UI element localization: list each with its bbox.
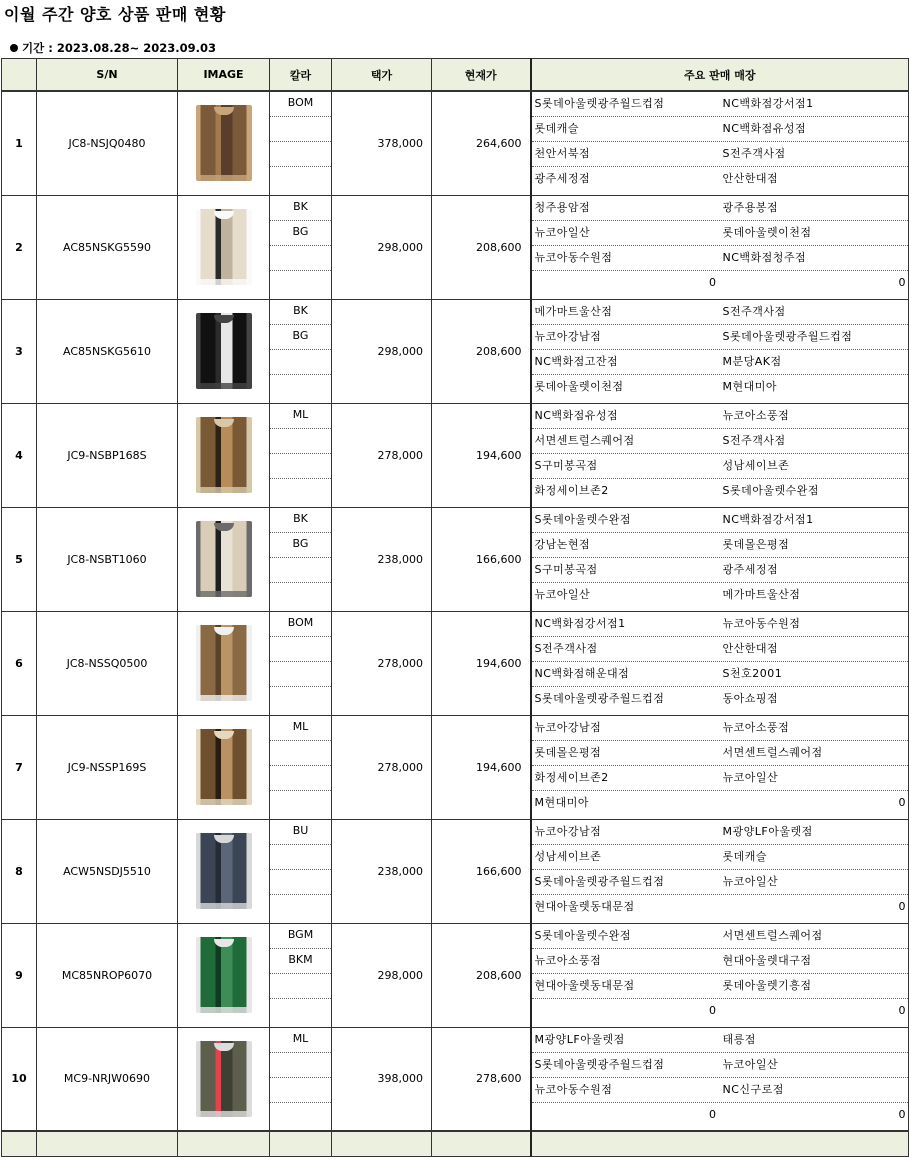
olive-jacket-photo xyxy=(196,1041,252,1117)
color-cell xyxy=(270,375,331,400)
color-cell xyxy=(270,687,331,712)
color-cell-group xyxy=(270,91,332,195)
leopard-skirt-photo xyxy=(196,729,252,805)
store-line xyxy=(532,716,909,741)
tag-price: 298,000 xyxy=(332,299,432,403)
store-name: 0 xyxy=(898,275,906,289)
color-cell xyxy=(270,766,331,791)
stores-cell xyxy=(531,923,909,1027)
pleated-skirt-photo xyxy=(196,625,252,701)
store-name: 롯데캐슬 xyxy=(722,849,768,863)
leopard-blouse-photo xyxy=(196,417,252,493)
color-cell: BOM xyxy=(270,612,331,637)
tag-price: 238,000 xyxy=(332,819,432,923)
color-cell xyxy=(270,1103,331,1128)
store-line xyxy=(532,558,909,583)
store-name: S전주객사점 xyxy=(534,641,598,655)
stores-cell xyxy=(531,299,909,403)
store-name: S롯데아울렛수완점 xyxy=(534,512,631,526)
store-name: 0 xyxy=(898,1003,906,1017)
tag-price: 238,000 xyxy=(332,507,432,611)
stores-cell xyxy=(531,507,909,611)
black-cardigan-photo xyxy=(196,313,252,389)
tag-price: 378,000 xyxy=(332,91,432,195)
store-name: 성남세이브존 xyxy=(722,458,790,472)
store-name: 뉴코아강남점 xyxy=(534,824,602,838)
store-name: 화정세이브존2 xyxy=(534,483,609,497)
color-cell xyxy=(270,246,331,271)
store-name: 롯데캐슬 xyxy=(534,122,580,135)
row-index: 8 xyxy=(2,819,37,923)
header-stores: 주요 판매 매장 xyxy=(531,59,909,92)
header-current-price: 현재가 xyxy=(432,59,531,92)
store-name: 뉴코아일산 xyxy=(722,770,779,784)
store-name: 뉴코아일산 xyxy=(722,1057,779,1071)
store-name: S롯데아울렛광주월드컵점 xyxy=(534,874,665,888)
store-line xyxy=(532,895,909,920)
product-image-cell xyxy=(178,715,270,819)
store-name: M광양LF아울렛점 xyxy=(722,824,813,838)
store-name: 성남세이브존 xyxy=(534,849,602,863)
color-cell-group xyxy=(270,299,332,403)
store-name: 뉴코아일산 xyxy=(534,225,591,239)
store-line xyxy=(532,92,909,117)
store-name: 화정세이브존2 xyxy=(534,770,609,784)
color-cell: BG xyxy=(270,221,331,246)
store-line xyxy=(532,1078,909,1103)
store-name: 광주세정점 xyxy=(722,562,779,576)
color-cell xyxy=(270,350,331,375)
store-line xyxy=(532,687,909,712)
row-index: 4 xyxy=(2,403,37,507)
store-line xyxy=(532,612,909,637)
store-name: 뉴코아소풍점 xyxy=(534,953,602,967)
store-name: 0 xyxy=(898,899,906,913)
store-name: 뉴코아일산 xyxy=(534,587,591,601)
table-row xyxy=(2,923,909,1027)
store-name: 뉴코아일산 xyxy=(722,874,779,888)
store-name: NC신구로점 xyxy=(722,1082,784,1096)
stores-cell xyxy=(531,715,909,819)
period-text: 기간 : 2023.08.28~ 2023.09.03 xyxy=(22,41,216,55)
store-name: 태릉점 xyxy=(722,1032,756,1046)
store-name: S롯데아울렛수완점 xyxy=(534,928,631,942)
product-image-cell xyxy=(178,507,270,611)
store-name: 0 xyxy=(709,1107,717,1121)
store-name: 현대아울렛동대문점 xyxy=(534,899,635,913)
current-price: 278,600 xyxy=(432,1027,531,1131)
color-cell-group xyxy=(270,611,332,715)
store-name: 0 xyxy=(709,1003,717,1017)
color-cell xyxy=(270,558,331,583)
store-name: 뉴코아동수원점 xyxy=(722,616,801,630)
color-cell xyxy=(270,454,331,479)
color-cell xyxy=(270,479,331,504)
color-cell xyxy=(270,117,331,142)
color-cell: BK xyxy=(270,300,331,325)
product-sn: MC9-NRJW0690 xyxy=(37,1027,178,1131)
store-name: 천안서북점 xyxy=(534,147,591,160)
store-line xyxy=(532,404,909,429)
store-name: 0 xyxy=(898,1107,906,1121)
color-cell xyxy=(270,845,331,870)
stores-cell xyxy=(531,403,909,507)
color-cell-group xyxy=(270,403,332,507)
product-sn: AC85NSKG5590 xyxy=(37,195,178,299)
store-name: 강남논현점 xyxy=(534,537,591,551)
stores-cell xyxy=(531,195,909,299)
store-line xyxy=(532,845,909,870)
tag-price: 278,000 xyxy=(332,611,432,715)
header-color: 칼라 xyxy=(270,59,332,92)
store-name: 광주세정점 xyxy=(534,172,591,185)
product-sn: JC8-NSSQ0500 xyxy=(37,611,178,715)
stores-cell xyxy=(531,91,909,195)
store-line xyxy=(532,583,909,608)
store-line xyxy=(532,300,909,325)
color-cell: BU xyxy=(270,820,331,845)
store-line xyxy=(532,533,909,558)
store-name: M현대미아 xyxy=(534,795,589,809)
store-line xyxy=(532,350,909,375)
stores-cell xyxy=(531,611,909,715)
row-index: 1 xyxy=(2,91,37,195)
product-sn: MC85NROP6070 xyxy=(37,923,178,1027)
table-row xyxy=(2,91,909,195)
store-line xyxy=(532,974,909,999)
report-title: 이월 주간 양호 상품 판매 현황 xyxy=(4,5,226,24)
color-cell xyxy=(270,429,331,454)
row-index: 10 xyxy=(2,1027,37,1131)
product-image-cell xyxy=(178,195,270,299)
store-name: 동아쇼핑점 xyxy=(722,691,779,705)
product-image-cell xyxy=(178,819,270,923)
store-line xyxy=(532,1028,909,1053)
store-name: 서면센트럴스퀘어점 xyxy=(722,745,823,759)
color-cell xyxy=(270,791,331,816)
store-name: 뉴코아소풍점 xyxy=(722,408,790,422)
store-line xyxy=(532,117,909,142)
product-sn: JC8-NSBT1060 xyxy=(37,507,178,611)
color-cell: BG xyxy=(270,533,331,558)
store-name: S롯데아울렛수완점 xyxy=(722,483,819,497)
row-index: 6 xyxy=(2,611,37,715)
color-cell xyxy=(270,583,331,608)
current-price: 264,600 xyxy=(432,91,531,195)
tag-price: 398,000 xyxy=(332,1027,432,1131)
store-name: S구미봉곡점 xyxy=(534,562,598,576)
color-cell: BGM xyxy=(270,924,331,949)
color-cell xyxy=(270,999,331,1024)
color-cell xyxy=(270,741,331,766)
store-line xyxy=(532,167,909,192)
color-cell-group xyxy=(270,819,332,923)
period-line xyxy=(10,40,216,56)
color-cell-group xyxy=(270,923,332,1027)
header-index xyxy=(2,59,37,92)
store-name: 뉴코아강남점 xyxy=(534,329,602,343)
color-cell xyxy=(270,142,331,167)
row-index: 2 xyxy=(2,195,37,299)
store-name: S천호2001 xyxy=(722,666,783,680)
table-row xyxy=(2,299,909,403)
store-name: NC백화점강서점1 xyxy=(534,616,626,630)
store-line xyxy=(532,766,909,791)
store-name: 안산한대점 xyxy=(722,172,779,185)
color-cell xyxy=(270,1078,331,1103)
table-row xyxy=(2,195,909,299)
color-cell: ML xyxy=(270,716,331,741)
denim-jacket-photo xyxy=(196,833,252,909)
color-cell: BOM xyxy=(270,92,331,117)
knit-cardigan-photo xyxy=(196,209,252,285)
color-cell: ML xyxy=(270,404,331,429)
store-name: M광양LF아울렛점 xyxy=(534,1032,625,1046)
store-name: 뉴코아동수원점 xyxy=(534,1082,613,1096)
store-name: 현대아울렛대구점 xyxy=(722,953,812,967)
product-sn: JC9-NSSP169S xyxy=(37,715,178,819)
store-name: 롯데몰은평점 xyxy=(534,745,602,759)
header-tag-price: 택가 xyxy=(332,59,432,92)
store-line xyxy=(532,454,909,479)
store-line xyxy=(532,791,909,816)
store-name: S롯데아울렛광주월드컵점 xyxy=(722,329,853,343)
store-line xyxy=(532,820,909,845)
tag-price: 298,000 xyxy=(332,923,432,1027)
table-row xyxy=(2,1027,909,1131)
tag-price: 278,000 xyxy=(332,715,432,819)
table-row xyxy=(2,611,909,715)
store-line xyxy=(532,949,909,974)
store-line xyxy=(532,142,909,167)
stores-cell xyxy=(531,819,909,923)
store-name: S롯데아울렛광주월드컵점 xyxy=(534,691,665,705)
table-row xyxy=(2,507,909,611)
store-line xyxy=(532,196,909,221)
product-image-cell xyxy=(178,299,270,403)
store-name: S롯데아울렛광주월드컵점 xyxy=(534,1057,665,1071)
table-row xyxy=(2,819,909,923)
store-name: 롯데아울렛이천점 xyxy=(722,225,812,239)
current-price: 208,600 xyxy=(432,195,531,299)
store-name: M현대미아 xyxy=(722,379,777,393)
sales-table xyxy=(1,58,909,1157)
product-sn: ACW5NSDJ5510 xyxy=(37,819,178,923)
store-name: NC백화점유성점 xyxy=(722,122,807,135)
table-row xyxy=(2,715,909,819)
store-name: S롯데아울렛광주월드컵점 xyxy=(534,97,665,110)
color-cell: BG xyxy=(270,325,331,350)
store-name: NC백화점해운대점 xyxy=(534,666,630,680)
color-cell xyxy=(270,974,331,999)
store-name: S전주객사점 xyxy=(722,433,786,447)
store-name: 뉴코아강남점 xyxy=(534,720,602,734)
store-name: 광주용봉점 xyxy=(722,200,779,214)
store-line xyxy=(532,1103,909,1128)
store-name: 서면센트럴스퀘어점 xyxy=(722,928,823,942)
store-name: 메가마트울산점 xyxy=(534,304,613,318)
store-name: 뉴코아소풍점 xyxy=(722,720,790,734)
product-sn: JC8-NSJQ0480 xyxy=(37,91,178,195)
current-price: 194,600 xyxy=(432,715,531,819)
color-cell-group xyxy=(270,1027,332,1131)
store-line xyxy=(532,246,909,271)
plaid-jacket-photo xyxy=(196,105,252,181)
tag-price: 298,000 xyxy=(332,195,432,299)
color-cell: BK xyxy=(270,508,331,533)
store-line xyxy=(532,508,909,533)
store-line xyxy=(532,924,909,949)
store-name: 현대아울렛동대문점 xyxy=(534,978,635,992)
color-cell: BKM xyxy=(270,949,331,974)
store-name: S전주객사점 xyxy=(722,147,786,160)
store-name: S전주객사점 xyxy=(722,304,786,318)
store-name: 청주용암점 xyxy=(534,200,591,214)
store-line xyxy=(532,999,909,1024)
product-sn: JC9-NSBP168S xyxy=(37,403,178,507)
store-name: M분당AK점 xyxy=(722,354,782,368)
tag-price: 278,000 xyxy=(332,403,432,507)
store-line xyxy=(532,637,909,662)
store-name: 서면센트럴스퀘어점 xyxy=(534,433,635,447)
store-name: NC백화점고잔점 xyxy=(534,354,619,368)
store-name: NC백화점강서점1 xyxy=(722,97,814,110)
store-name: 롯데몰은평점 xyxy=(722,537,790,551)
store-name: 롯데아울렛기흥점 xyxy=(722,978,812,992)
color-cell xyxy=(270,167,331,192)
color-cell: ML xyxy=(270,1028,331,1053)
product-image-cell xyxy=(178,91,270,195)
green-dress-photo xyxy=(196,937,252,1013)
store-name: NC백화점강서점1 xyxy=(722,512,814,526)
store-name: 롯데아울렛이천점 xyxy=(534,379,624,393)
store-name: 0 xyxy=(709,275,717,289)
footer-row xyxy=(2,1131,909,1157)
current-price: 194,600 xyxy=(432,403,531,507)
store-line xyxy=(532,221,909,246)
color-cell-group xyxy=(270,195,332,299)
store-line xyxy=(532,662,909,687)
color-cell xyxy=(270,870,331,895)
store-line xyxy=(532,870,909,895)
shirt-jacket-photo xyxy=(196,521,252,597)
current-price: 208,600 xyxy=(432,299,531,403)
product-image-cell xyxy=(178,403,270,507)
product-image-cell xyxy=(178,1027,270,1131)
current-price: 194,600 xyxy=(432,611,531,715)
current-price: 166,600 xyxy=(432,819,531,923)
color-cell-group xyxy=(270,715,332,819)
bullet-icon xyxy=(10,44,18,52)
store-name: NC백화점청주점 xyxy=(722,250,807,264)
store-name: 뉴코아동수원점 xyxy=(534,250,613,264)
store-line xyxy=(532,375,909,400)
color-cell xyxy=(270,637,331,662)
store-line xyxy=(532,271,909,296)
row-index: 7 xyxy=(2,715,37,819)
product-sn: AC85NSKG5610 xyxy=(37,299,178,403)
product-image-cell xyxy=(178,923,270,1027)
color-cell xyxy=(270,271,331,296)
row-index: 9 xyxy=(2,923,37,1027)
color-cell xyxy=(270,662,331,687)
row-index: 3 xyxy=(2,299,37,403)
color-cell: BK xyxy=(270,196,331,221)
product-image-cell xyxy=(178,611,270,715)
store-line xyxy=(532,325,909,350)
header-row xyxy=(2,59,909,92)
table-row xyxy=(2,403,909,507)
store-name: S구미봉곡점 xyxy=(534,458,598,472)
stores-cell xyxy=(531,1027,909,1131)
color-cell-group xyxy=(270,507,332,611)
store-line xyxy=(532,479,909,504)
store-line xyxy=(532,1053,909,1078)
header-image: IMAGE xyxy=(178,59,270,92)
store-line xyxy=(532,741,909,766)
color-cell xyxy=(270,895,331,920)
store-name: 안산한대점 xyxy=(722,641,779,655)
color-cell xyxy=(270,1053,331,1078)
row-index: 5 xyxy=(2,507,37,611)
store-name: 0 xyxy=(898,795,906,809)
store-line xyxy=(532,429,909,454)
header-sn: S/N xyxy=(37,59,178,92)
current-price: 208,600 xyxy=(432,923,531,1027)
store-name: 메가마트울산점 xyxy=(722,587,801,601)
store-name: NC백화점유성점 xyxy=(534,408,619,422)
current-price: 166,600 xyxy=(432,507,531,611)
